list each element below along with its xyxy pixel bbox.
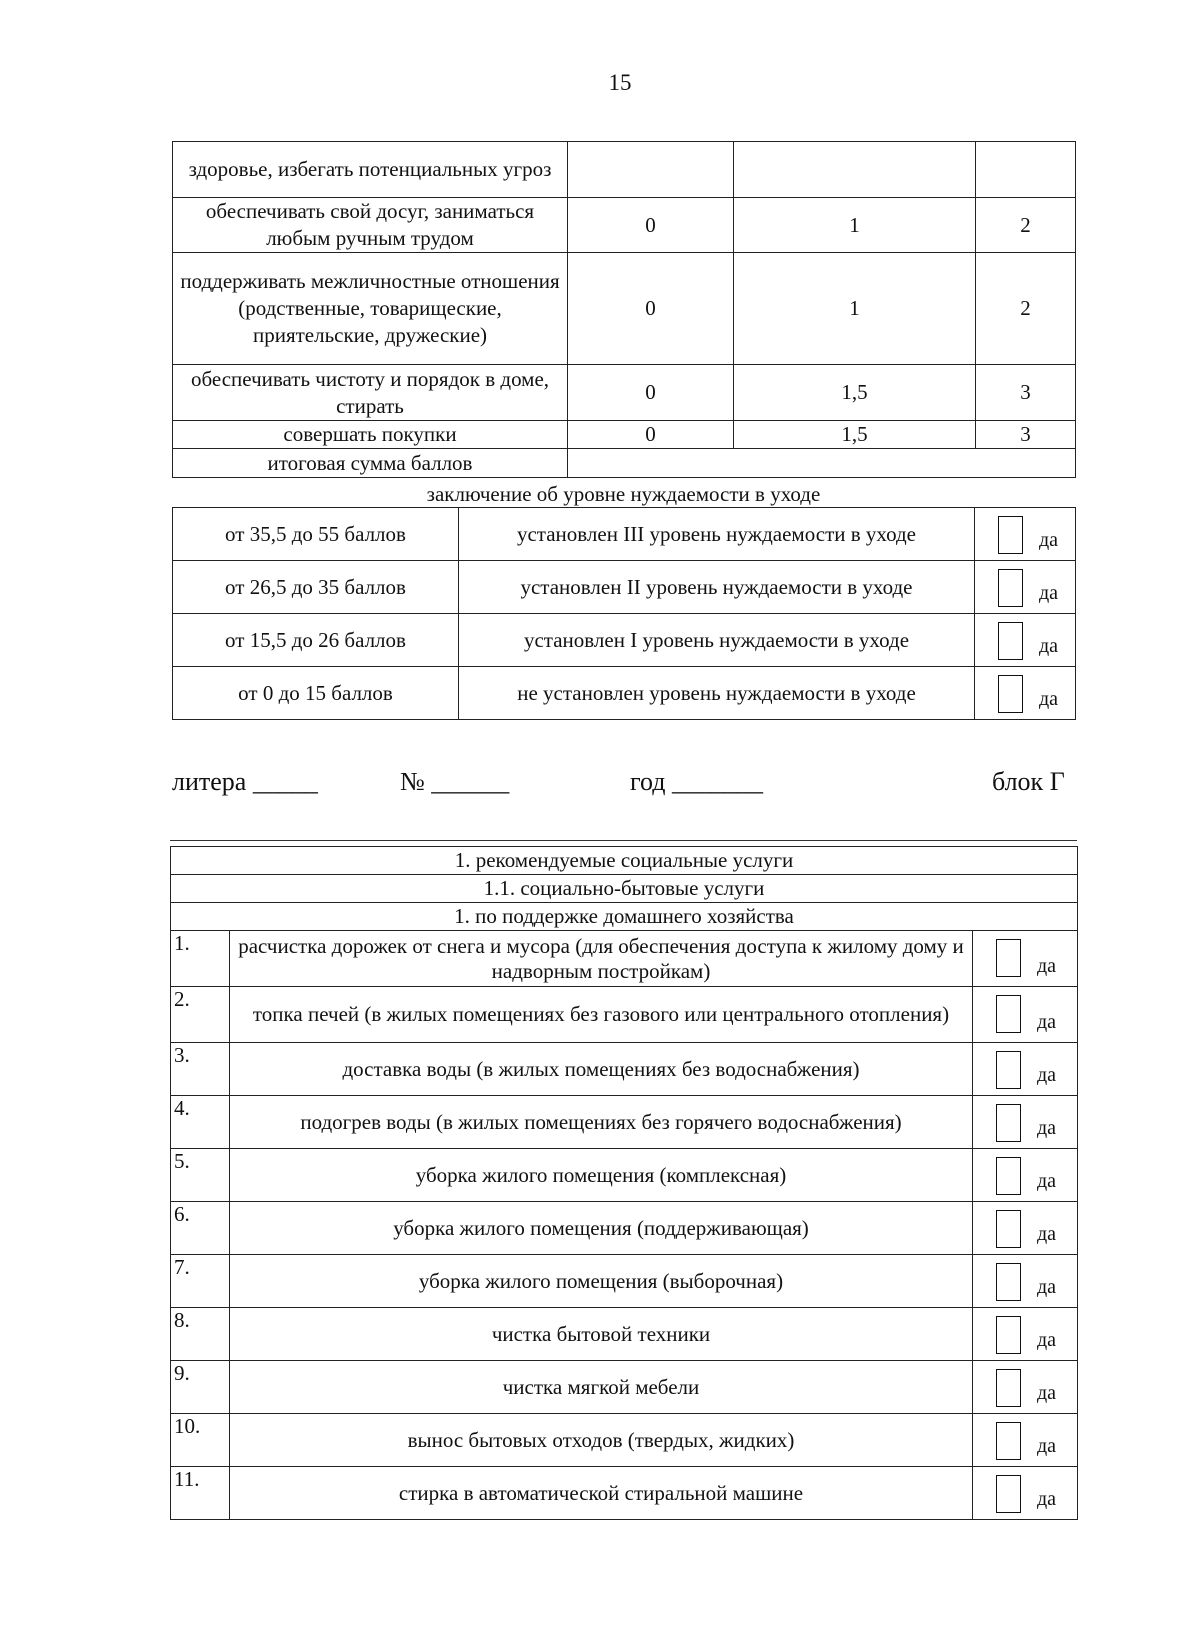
yes-checkbox-cell [973, 987, 1078, 1043]
yes-checkbox[interactable] [996, 1263, 1021, 1301]
score-cell[interactable]: 3 [976, 365, 1076, 421]
service-number: 4. [171, 1096, 230, 1149]
score-range: от 15,5 до 26 баллов [173, 614, 459, 667]
service-row [171, 987, 1078, 1043]
yes-label: да [1037, 1170, 1057, 1192]
score-row-label: совершать покупки [173, 421, 568, 449]
yes-label: да [1037, 955, 1057, 977]
score-cell[interactable]: 0 [568, 421, 734, 449]
score-cell[interactable] [976, 142, 1076, 198]
score-row-label: обеспечивать чистоту и порядок в доме, стирать [173, 365, 568, 421]
yes-checkbox-cell [973, 1361, 1078, 1414]
score-cell[interactable]: 0 [568, 253, 734, 365]
service-number: 7. [171, 1255, 230, 1308]
score-row [173, 421, 1076, 449]
yes-label: да [1039, 529, 1059, 551]
score-cell[interactable]: 0 [568, 198, 734, 253]
yes-checkbox[interactable] [998, 569, 1023, 607]
score-cell[interactable]: 2 [976, 198, 1076, 253]
page-number: 15 [608, 70, 632, 95]
services-header: 1. рекомендуемые социальные услуги [171, 847, 1078, 875]
service-name: расчистка дорожек от снега и мусора (для обеспечения доступа к жилому дому и надворным постройкам) [230, 931, 973, 987]
services-header-row [171, 847, 1078, 875]
service-row [171, 1202, 1078, 1255]
service-number: 3. [171, 1043, 230, 1096]
yes-label: да [1037, 1223, 1057, 1245]
yes-checkbox[interactable] [996, 1422, 1021, 1460]
score-cell[interactable]: 1 [734, 253, 976, 365]
service-name: стирка в автоматической стиральной машине [230, 1467, 973, 1520]
score-row [173, 142, 1076, 198]
yes-label: да [1037, 1011, 1057, 1033]
service-row [171, 1255, 1078, 1308]
yes-label: да [1037, 1382, 1057, 1404]
yes-label: да [1037, 1117, 1057, 1139]
yes-checkbox-cell [973, 1096, 1078, 1149]
yes-checkbox-cell [973, 1255, 1078, 1308]
service-number: 5. [171, 1149, 230, 1202]
yes-checkbox-cell [973, 931, 1078, 987]
yes-checkbox-cell [973, 1149, 1078, 1202]
score-row [173, 253, 1076, 365]
number-field[interactable]: № ______ [400, 767, 510, 796]
yes-label: да [1037, 1276, 1057, 1298]
score-range: от 0 до 15 баллов [173, 667, 459, 720]
score-cell[interactable]: 1,5 [734, 365, 976, 421]
service-name: уборка жилого помещения (комплексная) [230, 1149, 973, 1202]
service-number: 11. [171, 1467, 230, 1520]
yes-checkbox-cell [973, 1308, 1078, 1361]
need-level-text: установлен III уровень нуждаемости в уходе [459, 508, 975, 561]
yes-checkbox[interactable] [996, 1316, 1021, 1354]
yes-checkbox-cell [975, 667, 1076, 720]
need-level-row [173, 508, 1076, 561]
service-row [171, 1096, 1078, 1149]
year-field[interactable]: год _______ [630, 767, 763, 796]
services-section-row [171, 903, 1078, 931]
yes-checkbox[interactable] [996, 939, 1021, 977]
yes-checkbox[interactable] [996, 1369, 1021, 1407]
service-row [171, 1467, 1078, 1520]
yes-checkbox[interactable] [998, 622, 1023, 660]
service-number: 10. [171, 1414, 230, 1467]
score-cell[interactable]: 2 [976, 253, 1076, 365]
score-cell[interactable] [734, 142, 976, 198]
yes-checkbox-cell [975, 614, 1076, 667]
need-level-text: не установлен уровень нуждаемости в уходе [459, 667, 975, 720]
yes-label: да [1039, 582, 1059, 604]
yes-checkbox[interactable] [998, 675, 1023, 713]
service-name: вынос бытовых отходов (твердых, жидких) [230, 1414, 973, 1467]
yes-checkbox[interactable] [996, 1210, 1021, 1248]
yes-checkbox[interactable] [996, 1051, 1021, 1089]
yes-checkbox-cell [973, 1043, 1078, 1096]
yes-checkbox[interactable] [996, 1104, 1021, 1142]
service-number: 9. [171, 1361, 230, 1414]
score-row-label: поддерживать межличностные отношения (родственные, товарищеские, приятельские, дружеские) [173, 253, 568, 365]
service-row [171, 1414, 1078, 1467]
score-range: от 35,5 до 55 баллов [173, 508, 459, 561]
service-row [171, 1149, 1078, 1202]
total-row [173, 449, 1076, 478]
yes-label: да [1037, 1064, 1057, 1086]
service-number: 1. [171, 931, 230, 987]
score-row [173, 198, 1076, 253]
block-label: блок Г [992, 767, 1065, 796]
yes-checkbox-cell [973, 1414, 1078, 1467]
service-number: 6. [171, 1202, 230, 1255]
services-subheader: 1.1. социально-бытовые услуги [171, 875, 1078, 903]
divider [170, 840, 1077, 841]
services-subheader-row [171, 875, 1078, 903]
yes-checkbox-cell [975, 508, 1076, 561]
service-row [171, 1308, 1078, 1361]
service-name: чистка мягкой мебели [230, 1361, 973, 1414]
service-row [171, 931, 1078, 987]
service-name: уборка жилого помещения (выборочная) [230, 1255, 973, 1308]
yes-label: да [1037, 1435, 1057, 1457]
yes-label: да [1037, 1488, 1057, 1510]
service-number: 2. [171, 987, 230, 1043]
score-range: от 26,5 до 35 баллов [173, 561, 459, 614]
need-level-text: установлен I уровень нуждаемости в уходе [459, 614, 975, 667]
total-value[interactable] [568, 449, 1076, 478]
total-label: итоговая сумма баллов [173, 449, 568, 478]
score-cell[interactable]: 3 [976, 421, 1076, 449]
need-level-text: установлен II уровень нуждаемости в уходе [459, 561, 975, 614]
services-section-title: 1. по поддержке домашнего хозяйства [171, 903, 1078, 931]
need-level-row [173, 614, 1076, 667]
score-row [173, 365, 1076, 421]
service-name: уборка жилого помещения (поддерживающая) [230, 1202, 973, 1255]
yes-checkbox-cell [975, 561, 1076, 614]
score-row-label: обеспечивать свой досуг, заниматься любым ручным трудом [173, 198, 568, 253]
need-level-table [172, 507, 1076, 720]
service-row [171, 1361, 1078, 1414]
score-cell[interactable]: 1,5 [734, 421, 976, 449]
need-level-row [173, 561, 1076, 614]
yes-label: да [1037, 1329, 1057, 1351]
score-cell[interactable]: 1 [734, 198, 976, 253]
yes-checkbox[interactable] [996, 1475, 1021, 1513]
yes-label: да [1039, 635, 1059, 657]
service-row [171, 1043, 1078, 1096]
services-table [170, 846, 1078, 1520]
score-cell[interactable] [568, 142, 734, 198]
score-cell[interactable]: 0 [568, 365, 734, 421]
yes-label: да [1039, 688, 1059, 710]
conclusion-title: заключение об уровне нуждаемости в уходе [426, 482, 821, 506]
service-name: подогрев воды (в жилых помещениях без горячего водоснабжения) [230, 1096, 973, 1149]
service-name: топка печей (в жилых помещениях без газового или центрального отопления) [230, 987, 973, 1043]
score-table [172, 141, 1076, 478]
need-level-row [173, 667, 1076, 720]
yes-checkbox[interactable] [996, 995, 1021, 1033]
litera-field[interactable]: литера _____ [172, 767, 318, 796]
record-fields-line [0, 767, 1200, 807]
yes-checkbox-cell [973, 1202, 1078, 1255]
service-name: доставка воды (в жилых помещениях без водоснабжения) [230, 1043, 973, 1096]
service-number: 8. [171, 1308, 230, 1361]
yes-checkbox-cell [973, 1467, 1078, 1520]
service-name: чистка бытовой техники [230, 1308, 973, 1361]
yes-checkbox[interactable] [998, 516, 1023, 554]
score-row-label: здоровье, избегать потенциальных угроз [173, 142, 568, 198]
yes-checkbox[interactable] [996, 1157, 1021, 1195]
